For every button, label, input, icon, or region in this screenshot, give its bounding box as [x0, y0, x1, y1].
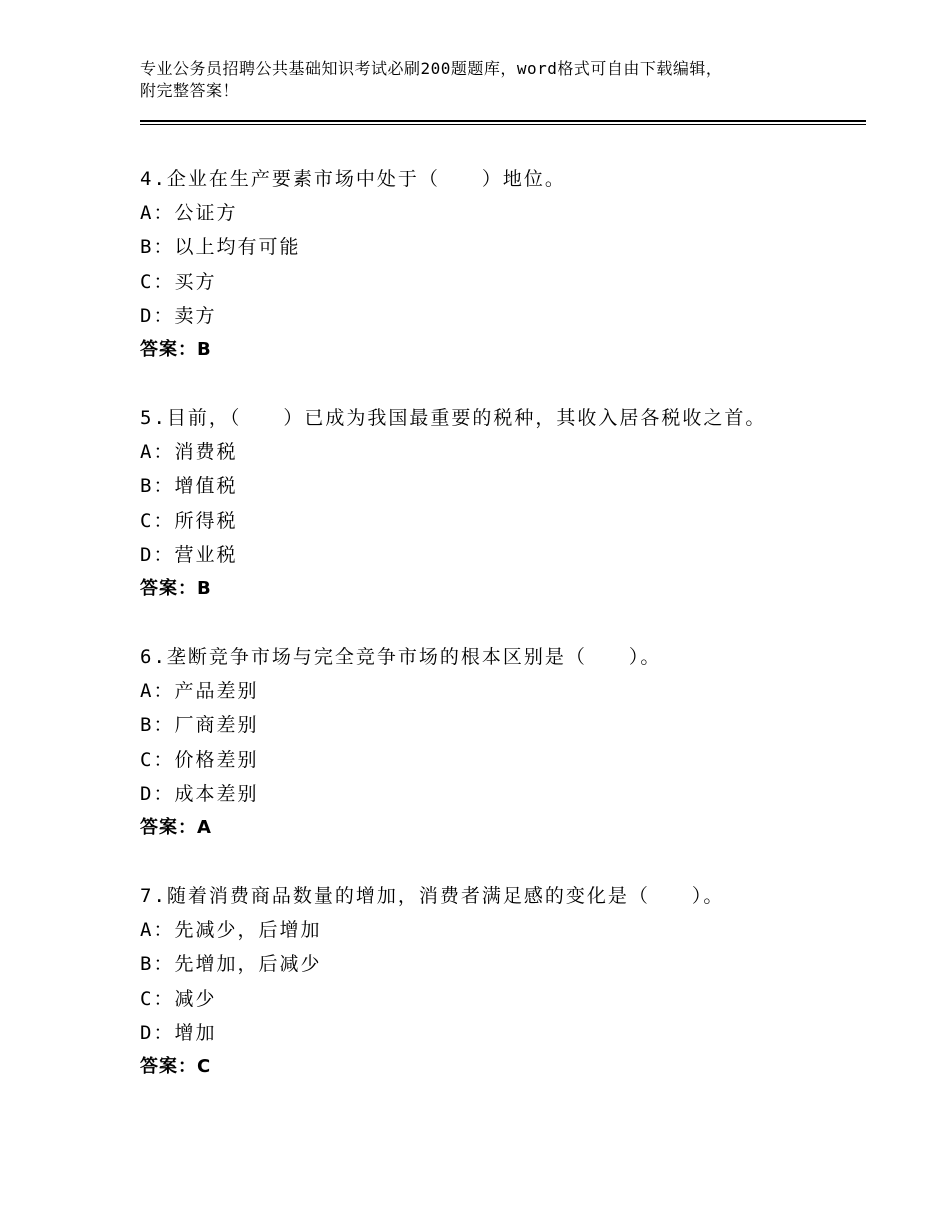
page-header: [140, 58, 840, 102]
question-4: [140, 162, 860, 367]
option-d: D：卖方: [140, 304, 217, 327]
option-b: B：以上均有可能: [140, 236, 301, 259]
question-stem: 6.垄断竞争市场与完全竞争市场的根本区别是（ ）。: [140, 646, 662, 668]
option-d: D：成本差别: [140, 782, 259, 805]
answer-line: 答案：B: [140, 338, 212, 360]
question-stem: 5.目前，（ ）已成为我国最重要的税种，其收入居各税收之首。: [140, 407, 767, 429]
header-rule-thick: [140, 120, 866, 122]
option-a: A：先减少，后增加: [140, 919, 322, 942]
question-6: [140, 640, 860, 845]
option-c: C：买方: [140, 270, 217, 293]
option-a: A：消费税: [140, 441, 238, 464]
option-b: B：厂商差别: [140, 714, 259, 737]
option-c: C：所得税: [140, 509, 238, 532]
header-line-1: 专业公务员招聘公共基础知识考试必刷200题题库，word格式可自由下载编辑，: [140, 59, 723, 78]
option-a: A：产品差别: [140, 680, 259, 703]
option-c: C：价格差别: [140, 748, 259, 771]
question-stem: 7.随着消费商品数量的增加，消费者满足感的变化是（ ）。: [140, 885, 725, 907]
option-a: A：公证方: [140, 202, 238, 225]
option-b: B：增值税: [140, 475, 238, 498]
option-c: C：减少: [140, 987, 217, 1010]
option-b: B：先增加，后减少: [140, 953, 322, 976]
answer-line: 答案：B: [140, 577, 212, 599]
header-rule-thin: [140, 124, 866, 125]
question-5: [140, 401, 860, 606]
question-stem: 4.企业在生产要素市场中处于（ ）地位。: [140, 168, 566, 190]
answer-line: 答案：C: [140, 1055, 212, 1077]
option-d: D：营业税: [140, 543, 238, 566]
option-d: D：增加: [140, 1021, 217, 1044]
answer-line: 答案：A: [140, 816, 212, 838]
header-line-2: 附完整答案！: [140, 81, 240, 100]
question-7: [140, 879, 860, 1084]
